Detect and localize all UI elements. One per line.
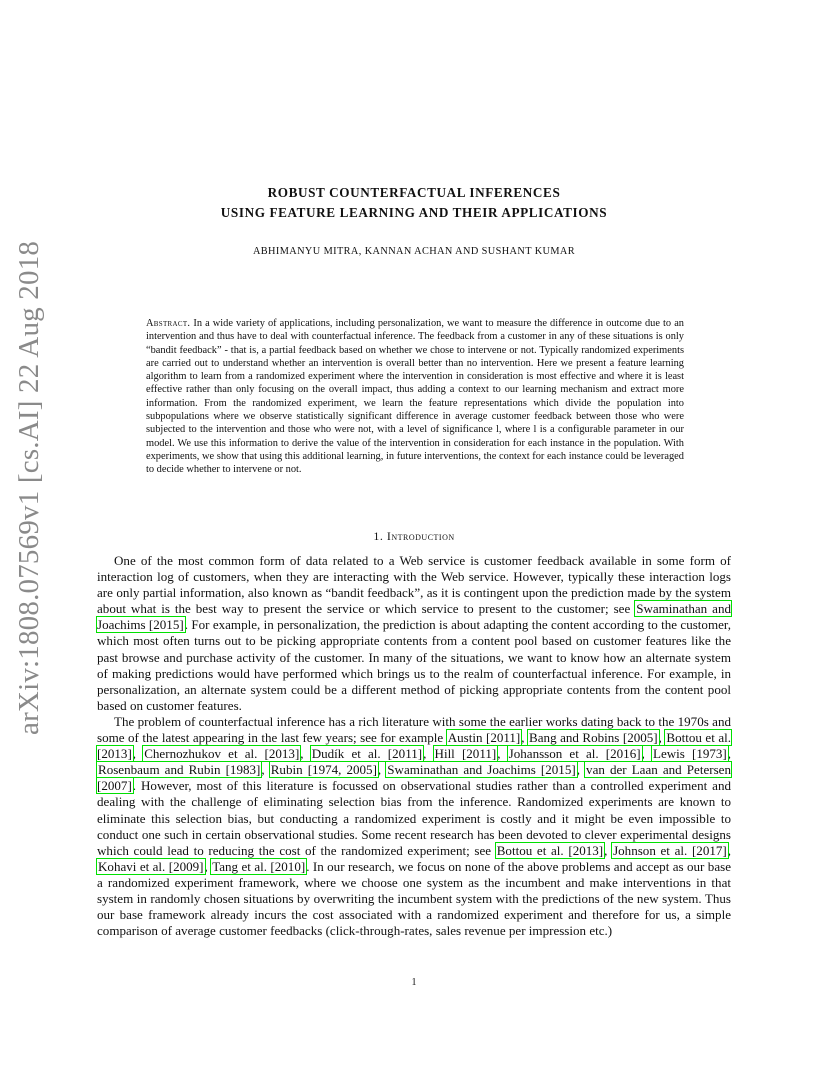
text-run: , <box>377 762 387 778</box>
citation-link[interactable]: Bottou et al. [2013] <box>97 730 732 762</box>
text-run: , <box>261 762 270 778</box>
title-line-2: USING FEATURE LEARNING AND THEIR APPLICATIONS <box>220 205 608 220</box>
citation-link[interactable]: Hill [2011] <box>434 746 497 762</box>
paragraph-1 <box>97 553 731 714</box>
citation-link[interactable]: Kohavi et al. [2009] <box>98 858 204 874</box>
citation-link[interactable]: Dudík et al. [2011] <box>311 746 423 762</box>
citation-link[interactable]: Bottou et al. [2013] <box>496 842 604 858</box>
page-number: 1 <box>411 977 417 988</box>
citation-link[interactable]: Johnson et al. [2017] <box>613 842 727 858</box>
text-run: , <box>497 746 508 762</box>
text-run: . For example, in personalization, the prediction is about adapting the content according to the customer, which most often turns out to be picking appropriate contents from a content pool based on customer features like the past browse and purchase activity of the customer. In many of the situations, we want to know how an alternate system of making predictions would have performed which brings us to the realm of counterfactual inference. For example, in personalization, an alternate system could be a different method of picking appropriate contents from the content pool based on customer features. <box>97 617 731 713</box>
citation-link[interactable]: Rosenbaum and Rubin [1983] <box>98 762 261 778</box>
author-list: ABHIMANYU MITRA, KANNAN ACHAN AND SUSHANT KUMAR <box>252 246 576 257</box>
abstract-label: Abstract. <box>146 318 191 329</box>
text-run: , <box>521 730 529 746</box>
text-run: The problem of counterfactual inference has a rich literature with some the earlier works dating back to the 1970s and some of the latest appearing in the last few years; see for example <box>97 713 731 746</box>
citation-link[interactable]: Tang et al. [2010] <box>212 858 306 874</box>
section-title: Introduction <box>386 529 455 543</box>
text-run: , <box>576 762 586 778</box>
citation-link[interactable]: Bang and Robins [2005] <box>529 730 658 746</box>
introduction-body <box>97 553 731 939</box>
abstract-text: In a wide variety of applications, including personalization, we want to measure the difference in outcome due to an intervention and thus have to deal with counterfactual inference. The feedback from a customer in any of these situations is only “bandit feedback” - that is, a partial feedback based on whether we chose to intervene or not. Typically randomized experiments are carried out to understand whether an intervention is overall better than no intervention. Here we present a feature learning algorithm to learn from a randomized experiment where the intervention in consideration is most effective and where it is least effective rather than only focusing on the overall impact, thus adding a context to our learning mechanism and extract more information. From the randomized experiment, we learn the feature representations which divide the population into subpopulations where we observe statistically significant difference in average customer feedback between those who were subjected to the intervention and those who were not, with a level of significance l, where l is a configurable parameter in our model. We use this information to derive the value of the intervention in consideration for each instance in the population. With experiments, we show that using this additional learning, in future interventions, the context for each instance could be leveraged to decide whether to intervene or not. <box>146 318 684 476</box>
citation-link[interactable]: Rubin [1974, 2005] <box>270 762 377 778</box>
citation-link[interactable]: Swaminathan and Joachims [2015] <box>387 762 576 778</box>
citation-link[interactable]: Austin [2011] <box>447 730 521 746</box>
text-run: , <box>658 730 666 746</box>
text-run: , <box>423 746 434 762</box>
paper-title <box>120 183 708 223</box>
text-run: . However, most of this literature is focussed on observational studies rather than a controlled experiment and dealing with the challenge of eliminating selection bias from the inference. Randomized experiments are known to eliminate this selection bias, but conducting a randomized experiment is costly and it might be even impossible to conduct one such in certain observational studies. Some recent research has been devoted to clever experimental designs which could lead to reducing the cost of the randomized experiment; see <box>97 778 731 858</box>
text-run: , <box>727 842 731 858</box>
title-line-1: ROBUST COUNTERFACTUAL INFERENCES <box>267 185 561 200</box>
abstract <box>146 317 684 477</box>
text-run: . In our research, we focus on none of the above problems and accept as our base a randomized experiment framework, where we choose one system as the incumbent and make interventions in that system in randomly chosen situations by overwriting the incumbent system with the predictions of the new system. Thus our base framework already incurs the cost associated with a randomized experiment and therefore for us, a simple comparison of average customer feedbacks (click-through-rates, sales revenue per impression etc.) <box>97 858 731 939</box>
section-heading <box>97 529 731 544</box>
citation-link[interactable]: Johansson et al. [2016] <box>508 746 641 762</box>
arxiv-identifier-stamp: arXiv:1808.07569v1 [cs.AI] 22 Aug 2018 <box>13 240 45 735</box>
text-run: , <box>604 842 613 858</box>
section-number: 1. <box>373 529 384 543</box>
text-run: , <box>204 858 212 874</box>
citation-link[interactable]: Swaminathan and Joachims [2015] <box>97 601 731 633</box>
paragraph-2 <box>97 714 731 939</box>
text-run: , <box>641 746 652 762</box>
citation-link[interactable]: Lewis [1973] <box>652 746 727 762</box>
text-run: One of the most common form of data related to a Web service is customer feedback available in some form of interaction log of customers, when they are interacting with the Web service. However, typically these interaction logs are only partial information, also known as “bandit feedback”, as it is contingent upon the prediction made by the system about what is the best way to present the service or which service to present to the customer; see <box>97 553 731 617</box>
text-run: , <box>300 746 311 762</box>
text-run: , <box>132 746 144 762</box>
citation-link[interactable]: van der Laan and Petersen [2007] <box>97 762 731 794</box>
citation-link[interactable]: Chernozhukov et al. [2013] <box>144 746 300 762</box>
text-run: , <box>727 746 732 762</box>
